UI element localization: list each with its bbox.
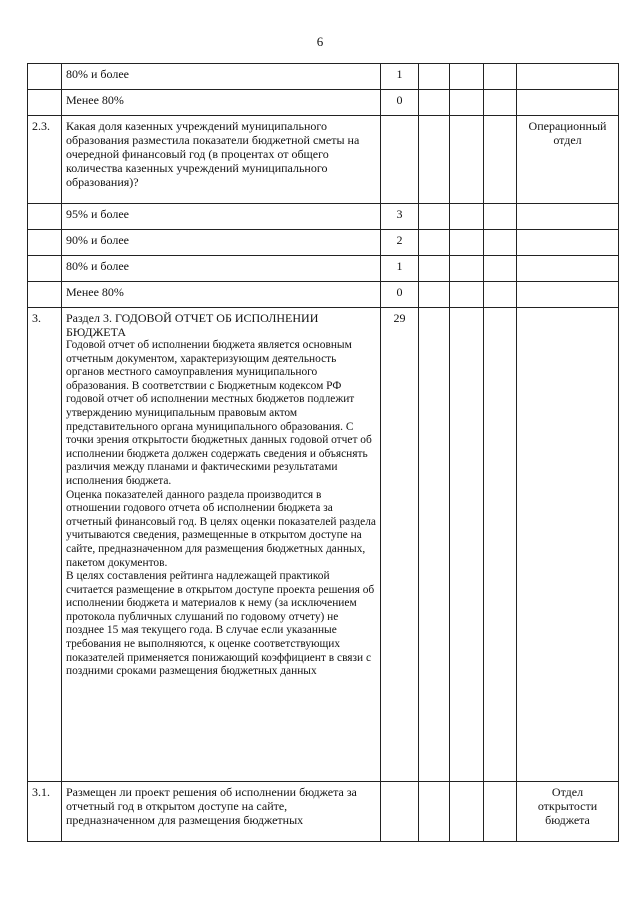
row-score: 0 (381, 90, 419, 116)
row-score: 0 (381, 282, 419, 308)
row-score: 2 (381, 230, 419, 256)
row-responsible: Операционный отдел (517, 116, 619, 204)
row-number (28, 256, 62, 282)
row-number (28, 90, 62, 116)
table-row (28, 308, 619, 782)
row-text: 90% и более (62, 230, 381, 256)
row-responsible (517, 64, 619, 90)
page-number: 6 (316, 34, 324, 49)
section-heading: Раздел 3. ГОДОВОЙ ОТЧЕТ ОБ ИСПОЛНЕНИИ БЮДЖЕТА (66, 311, 319, 339)
row-responsible (517, 308, 619, 782)
table-row (28, 64, 619, 90)
row-number (28, 282, 62, 308)
row-text: Какая доля казенных учреждений муниципального образования разместила показатели бюджетной сметы на очередной финансовый год (в процентах от общего количества казенных учреждений муниципального образования)? (62, 116, 381, 204)
table-row (28, 256, 619, 282)
row-score: 1 (381, 64, 419, 90)
table-row (28, 782, 619, 842)
row-text: Менее 80% (62, 90, 381, 116)
row-text: 80% и более (62, 64, 381, 90)
row-number: 3. (28, 308, 62, 782)
row-number (28, 64, 62, 90)
row-responsible: Отдел открытости бюджета (517, 782, 619, 842)
row-responsible (517, 204, 619, 230)
row-number: 3.1. (28, 782, 62, 842)
row-number (28, 230, 62, 256)
row-responsible (517, 230, 619, 256)
section-description: Годовой отчет об исполнении бюджета является основным отчетным документом, характеризующим деятельность органов местного самоуправления муниципального образования. В соответствии с Бюджетным кодексом РФ годовой отчет об исполнении местных бюджетов подлежит утверждению муниципальным правовым актом представительного органа муниципального образования. С точки зрения открытости бюджетных данных годовой отчет об исполнении бюджета должен содержать сведения и объяснять различия между планами и фактическими результатами исполнения бюджета. Оценка показателей данного раздела производится в отношении годового отчета об исполнении бюджета за отчетный финансовый год. В целях оценки показателей раздела учитываются сведения, размещенные в открытом доступе на сайте, предназначенном для размещения бюджетных данных, пакетом документов. В целях составления рейтинга надлежащей практикой считается размещение в открытом доступе проекта решения об исполнении бюджета и материалов к нему (за исключением протокола публичных слушаний по годовому отчету) не позднее 15 мая текущего года. В случае если указанные требования не выполняются, к оценке соответствующих показателей применяется понижающий коэффициент в связи с поздними сроками размещения бюджетных данных (66, 339, 376, 678)
row-text: Менее 80% (62, 282, 381, 308)
row-score (381, 782, 419, 842)
table-row (28, 230, 619, 256)
table-row (28, 282, 619, 308)
row-text: 95% и более (62, 204, 381, 230)
row-responsible (517, 256, 619, 282)
row-score: 29 (381, 308, 419, 782)
row-score: 1 (381, 256, 419, 282)
row-responsible (517, 90, 619, 116)
row-number (28, 204, 62, 230)
row-number: 2.3. (28, 116, 62, 204)
rating-table (27, 63, 619, 842)
table-row (28, 90, 619, 116)
table-row (28, 116, 619, 204)
row-text: 80% и более (62, 256, 381, 282)
row-responsible (517, 282, 619, 308)
row-score: 3 (381, 204, 419, 230)
row-text: Размещен ли проект решения об исполнении бюджета за отчетный год в открытом доступе на сайте, предназначенном для размещения бюджетных (62, 782, 381, 842)
table-row (28, 204, 619, 230)
row-score (381, 116, 419, 204)
